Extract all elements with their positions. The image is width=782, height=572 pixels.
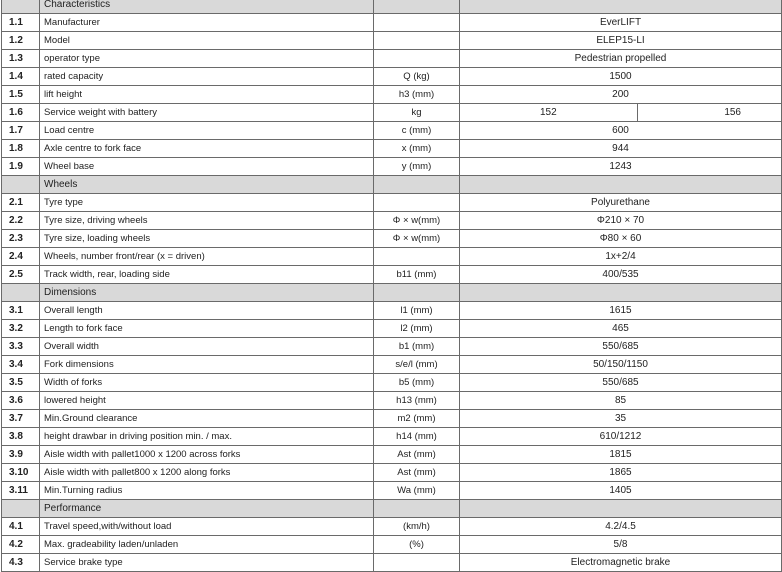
spec-name: Tyre size, driving wheels	[40, 212, 374, 230]
spec-name: Overall length	[40, 302, 374, 320]
spec-name: Overall width	[40, 338, 374, 356]
spec-unit	[374, 50, 460, 68]
spec-row	[2, 86, 782, 104]
section-title: Characteristics	[40, 0, 374, 14]
spec-number: 1.5	[2, 86, 40, 104]
spec-table	[1, 0, 782, 572]
spec-row	[2, 338, 782, 356]
spec-value: 1243	[460, 158, 782, 176]
spec-value-b: 156	[724, 107, 741, 118]
spec-row	[2, 320, 782, 338]
spec-name: Wheel base	[40, 158, 374, 176]
spec-row	[2, 68, 782, 86]
spec-unit: (%)	[374, 536, 460, 554]
section-num-cell	[2, 0, 40, 14]
spec-unit: Ast (mm)	[374, 446, 460, 464]
spec-name: Service weight with battery	[40, 104, 374, 122]
spec-value: 85	[460, 392, 782, 410]
section-value-cell	[460, 284, 782, 302]
spec-unit: Φ × w(mm)	[374, 230, 460, 248]
spec-value: 610/1212	[460, 428, 782, 446]
spec-unit	[374, 14, 460, 32]
spec-name: Axle centre to fork face	[40, 140, 374, 158]
spec-unit: s/e/l (mm)	[374, 356, 460, 374]
section-header-row	[2, 500, 782, 518]
spec-number: 4.2	[2, 536, 40, 554]
spec-unit: b11 (mm)	[374, 266, 460, 284]
spec-name: operator type	[40, 50, 374, 68]
spec-row	[2, 554, 782, 572]
spec-number: 3.11	[2, 482, 40, 500]
spec-name: Length to fork face	[40, 320, 374, 338]
spec-row	[2, 356, 782, 374]
section-unit-cell	[374, 284, 460, 302]
section-num-cell	[2, 176, 40, 194]
spec-name: Manufacturer	[40, 14, 374, 32]
spec-row	[2, 374, 782, 392]
spec-row	[2, 482, 782, 500]
section-title: Performance	[40, 500, 374, 518]
spec-unit: Wa (mm)	[374, 482, 460, 500]
section-unit-cell	[374, 176, 460, 194]
spec-value: 50/150/1150	[460, 356, 782, 374]
spec-number: 4.3	[2, 554, 40, 572]
spec-number: 1.9	[2, 158, 40, 176]
spec-number: 3.3	[2, 338, 40, 356]
spec-unit: m2 (mm)	[374, 410, 460, 428]
spec-unit: Φ × w(mm)	[374, 212, 460, 230]
spec-name: Tyre type	[40, 194, 374, 212]
spec-value: 400/535	[460, 266, 782, 284]
spec-row	[2, 140, 782, 158]
section-value-cell	[460, 176, 782, 194]
spec-name: Max. gradeability laden/unladen	[40, 536, 374, 554]
section-value-cell	[460, 500, 782, 518]
spec-row	[2, 14, 782, 32]
spec-number: 3.10	[2, 464, 40, 482]
spec-value: 1x+2/4	[460, 248, 782, 266]
spec-row	[2, 392, 782, 410]
spec-name: Service brake type	[40, 554, 374, 572]
spec-name: rated capacity	[40, 68, 374, 86]
spec-value: 5/8	[460, 536, 782, 554]
spec-value: 1405	[460, 482, 782, 500]
spec-name: Min.Ground clearance	[40, 410, 374, 428]
section-title: Wheels	[40, 176, 374, 194]
spec-number: 2.5	[2, 266, 40, 284]
spec-number: 1.3	[2, 50, 40, 68]
spec-number: 2.4	[2, 248, 40, 266]
spec-unit: x (mm)	[374, 140, 460, 158]
spec-value: 600	[460, 122, 782, 140]
spec-number: 3.4	[2, 356, 40, 374]
spec-name: Travel speed,with/without load	[40, 518, 374, 536]
spec-unit	[374, 194, 460, 212]
section-title: Dimensions	[40, 284, 374, 302]
section-header-row	[2, 0, 782, 14]
spec-name: Model	[40, 32, 374, 50]
spec-value: 4.2/4.5	[460, 518, 782, 536]
spec-number: 3.9	[2, 446, 40, 464]
spec-name: Tyre size, loading wheels	[40, 230, 374, 248]
section-header-row	[2, 284, 782, 302]
spec-value: 1615	[460, 302, 782, 320]
spec-number: 3.7	[2, 410, 40, 428]
spec-value: ELEP15-LI	[460, 32, 782, 50]
spec-number: 1.7	[2, 122, 40, 140]
spec-value: 1500	[460, 68, 782, 86]
spec-row	[2, 248, 782, 266]
spec-row	[2, 104, 782, 122]
spec-value: Pedestrian propelled	[460, 50, 782, 68]
spec-name: Load centre	[40, 122, 374, 140]
spec-name: lowered height	[40, 392, 374, 410]
section-unit-cell	[374, 0, 460, 14]
spec-unit: Ast (mm)	[374, 464, 460, 482]
split-values	[460, 104, 781, 121]
spec-unit: y (mm)	[374, 158, 460, 176]
spec-value-a: 152	[460, 104, 638, 121]
spec-value: 550/685	[460, 338, 782, 356]
spec-row	[2, 518, 782, 536]
spec-value: 200	[460, 86, 782, 104]
spec-number: 3.6	[2, 392, 40, 410]
spec-name: Width of forks	[40, 374, 374, 392]
spec-unit	[374, 32, 460, 50]
spec-number: 1.2	[2, 32, 40, 50]
spec-row	[2, 230, 782, 248]
spec-unit: h3 (mm)	[374, 86, 460, 104]
spec-row	[2, 428, 782, 446]
spec-row	[2, 302, 782, 320]
spec-unit: c (mm)	[374, 122, 460, 140]
spec-number: 3.2	[2, 320, 40, 338]
spec-value: EverLIFT	[460, 14, 782, 32]
spec-unit: (km/h)	[374, 518, 460, 536]
spec-number: 2.1	[2, 194, 40, 212]
spec-unit: b1 (mm)	[374, 338, 460, 356]
spec-row	[2, 194, 782, 212]
spec-value-split	[460, 104, 782, 122]
spec-unit: l2 (mm)	[374, 320, 460, 338]
spec-unit: kg	[374, 104, 460, 122]
spec-number: 1.8	[2, 140, 40, 158]
section-header-row	[2, 176, 782, 194]
spec-number: 1.6	[2, 104, 40, 122]
spec-name: height drawbar in driving position min. / max.	[40, 428, 374, 446]
spec-value: 1865	[460, 464, 782, 482]
section-value-cell	[460, 0, 782, 14]
spec-row	[2, 446, 782, 464]
spec-unit: b5 (mm)	[374, 374, 460, 392]
spec-row	[2, 32, 782, 50]
spec-unit	[374, 248, 460, 266]
spec-row	[2, 50, 782, 68]
spec-name: Min.Turning radius	[40, 482, 374, 500]
spec-row	[2, 122, 782, 140]
spec-number: 1.1	[2, 14, 40, 32]
spec-value: 550/685	[460, 374, 782, 392]
spec-row	[2, 212, 782, 230]
spec-name: Wheels, number front/rear (x = driven)	[40, 248, 374, 266]
spec-row	[2, 158, 782, 176]
spec-value: Φ210 × 70	[460, 212, 782, 230]
spec-name: Aisle width with pallet1000 x 1200 across forks	[40, 446, 374, 464]
spec-unit: h13 (mm)	[374, 392, 460, 410]
spec-unit: h14 (mm)	[374, 428, 460, 446]
spec-row	[2, 266, 782, 284]
spec-value: 465	[460, 320, 782, 338]
spec-number: 2.2	[2, 212, 40, 230]
spec-unit: l1 (mm)	[374, 302, 460, 320]
spec-number: 1.4	[2, 68, 40, 86]
section-unit-cell	[374, 500, 460, 518]
spec-name: Aisle width with pallet800 x 1200 along forks	[40, 464, 374, 482]
spec-name: Track width, rear, loading side	[40, 266, 374, 284]
spec-name: Fork dimensions	[40, 356, 374, 374]
spec-row	[2, 464, 782, 482]
spec-unit: Q (kg)	[374, 68, 460, 86]
spec-number: 3.5	[2, 374, 40, 392]
section-num-cell	[2, 500, 40, 518]
spec-row	[2, 536, 782, 554]
spec-table-body	[2, 0, 782, 572]
spec-value: 944	[460, 140, 782, 158]
spec-value: Polyurethane	[460, 194, 782, 212]
spec-number: 3.8	[2, 428, 40, 446]
spec-number: 3.1	[2, 302, 40, 320]
spec-name: lift height	[40, 86, 374, 104]
spec-number: 4.1	[2, 518, 40, 536]
spec-value: 35	[460, 410, 782, 428]
section-num-cell	[2, 284, 40, 302]
spec-unit	[374, 554, 460, 572]
spec-row	[2, 410, 782, 428]
spec-value: Φ80 × 60	[460, 230, 782, 248]
spec-value: 1815	[460, 446, 782, 464]
spec-value: Electromagnetic brake	[460, 554, 782, 572]
spec-number: 2.3	[2, 230, 40, 248]
